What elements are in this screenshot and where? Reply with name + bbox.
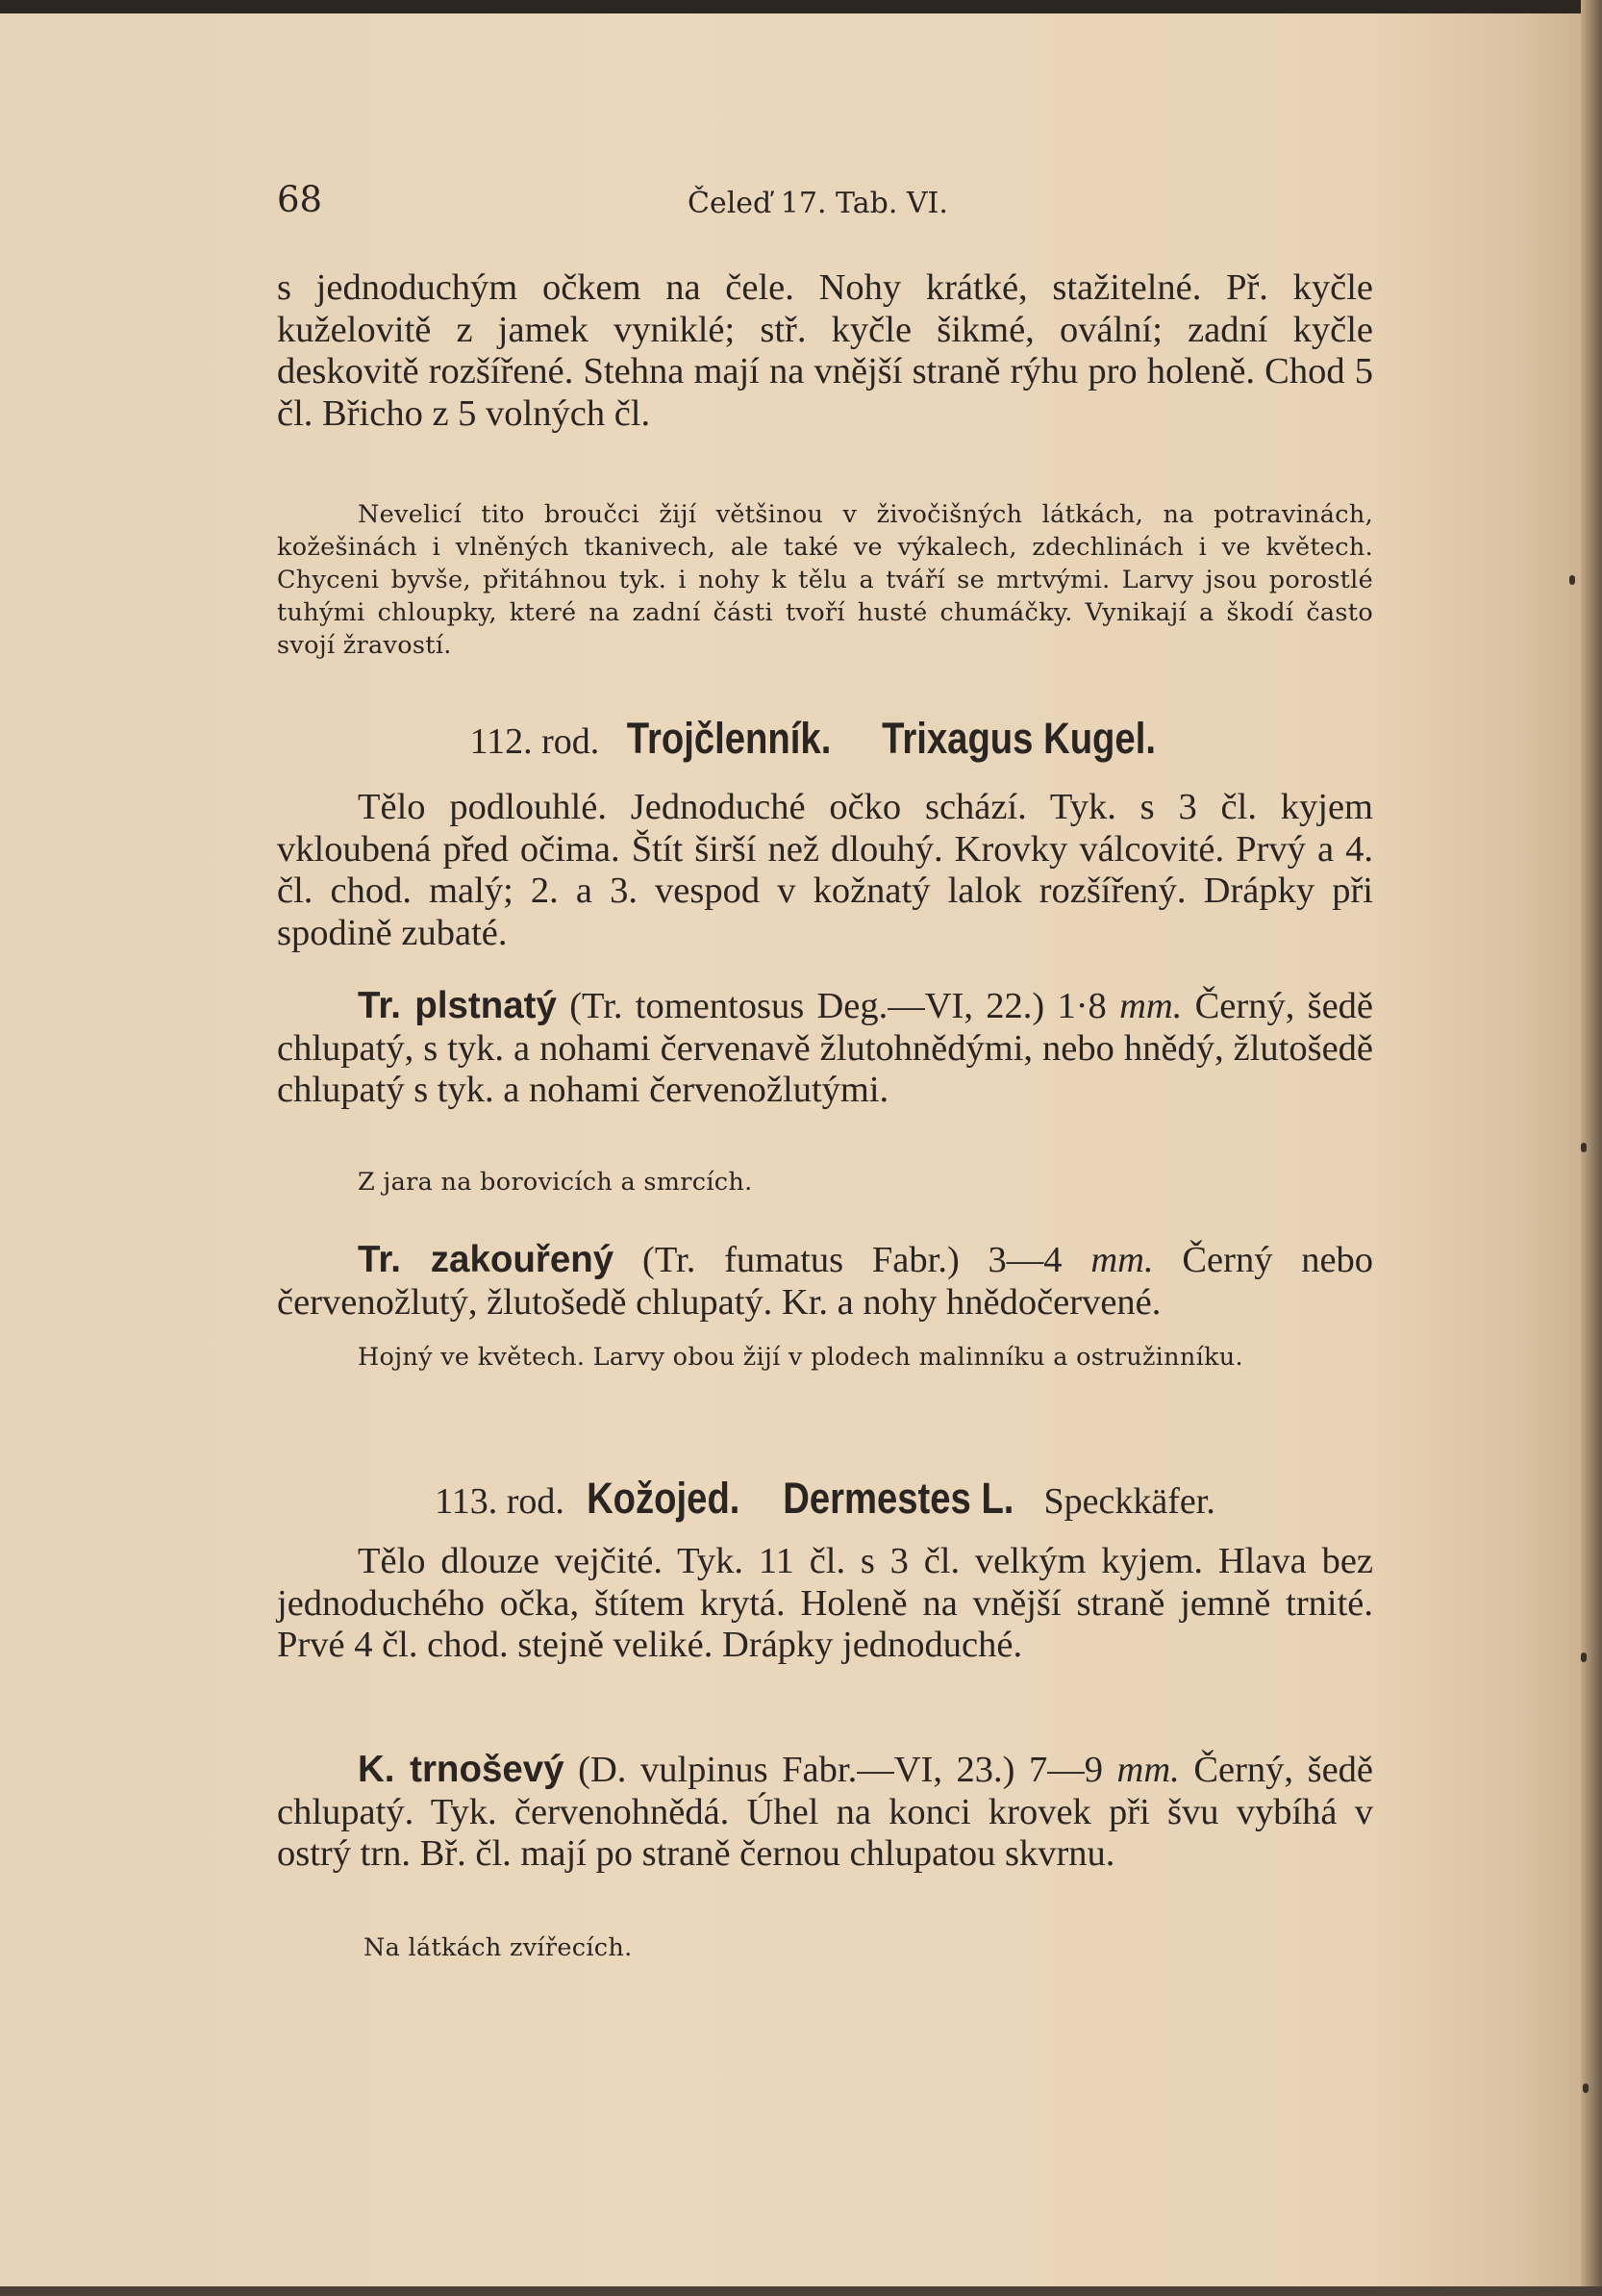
margin-mark bbox=[1581, 1143, 1587, 1152]
running-title: Čeleď 17. Tab. VI. bbox=[688, 187, 948, 220]
species-note: Z jara na borovicích a smrcích. bbox=[358, 1168, 753, 1197]
scan-bottom-edge bbox=[0, 2286, 1602, 2296]
margin-mark bbox=[1583, 2083, 1589, 2093]
species-reference: (Tr. tomentosus Deg.—VI, 22.) 1·8 bbox=[569, 986, 1107, 1026]
species-entry bbox=[277, 1749, 1373, 1876]
margin-mark bbox=[1569, 575, 1575, 585]
page-number: 68 bbox=[277, 179, 323, 220]
genus-heading-113 bbox=[277, 1474, 1373, 1524]
genus-latin-name: Trixagus Kugel. bbox=[882, 714, 1157, 763]
family-notes: Nevelicí tito broučci žijí většinou v živočišných látkách, na potravinách, kožešinách i vlněných tkanivech, ale také ve výkalech, zdechlinách i ve květech. Chyceni byvše, přitáhnou tyk. i nohy k tělu a tváří se mrtvými. Larvy jsou porostlé tuhými chloupky, které na zadní části tvoří husté chumáčky. Vynikají a škodí často svojí žravostí. bbox=[277, 500, 1373, 660]
page-header bbox=[277, 179, 1373, 227]
genus-heading-112 bbox=[277, 714, 1373, 764]
genus-german-name: Speckkäfer. bbox=[1043, 1481, 1215, 1522]
size-unit: mm. bbox=[1119, 986, 1183, 1026]
species-entry bbox=[277, 1239, 1373, 1324]
size-unit: mm. bbox=[1090, 1240, 1154, 1280]
genus-latin-name: Dermestes L. bbox=[783, 1474, 1014, 1523]
family-description: s jednoduchým očkem na čele. Nohy krátké, stažitelné. Př. kyčle kuželovitě z jamek vyniklé; stř. kyčle šikmé, ovální; zadní kyčle deskovitě rozšířené. Stehna mají na vnější straně rýhu pro holeně. Chod 5 čl. Břicho z 5 volných čl. bbox=[277, 267, 1373, 434]
species-name: Tr. plstnatý bbox=[358, 985, 557, 1026]
species-name: Tr. zakouřený bbox=[358, 1239, 614, 1280]
margin-mark bbox=[1581, 1653, 1587, 1662]
species-note: Na látkách zvířecích. bbox=[363, 1933, 633, 1962]
species-entry bbox=[277, 985, 1373, 1112]
size-unit: mm. bbox=[1116, 1750, 1180, 1790]
genus-czech-name: Kožojed. bbox=[587, 1474, 740, 1523]
species-name: K. trnoševý bbox=[358, 1749, 564, 1790]
species-description: Černý nebo červenožlutý, žlutošedě chlupatý. Kr. a nohy hnědočervené. bbox=[277, 1240, 1374, 1323]
species-description: Černý, šedě chlupatý, s tyk. a nohami červenavě žlutohnědými, nebo hnědý, žlutošedě chlupatý s tyk. a nohami červenožlutými. bbox=[277, 986, 1374, 1110]
species-note: Hojný ve květech. Larvy obou žijí v plodech malinníku a ostružinníku. bbox=[358, 1343, 1243, 1372]
scan-top-edge bbox=[0, 0, 1602, 13]
genus-112-description: Tělo podlouhlé. Jednoduché očko schází. Tyk. s 3 čl. kyjem vkloubená před očima. Štít širší než dlouhý. Krovky válcovité. Prvý a 4. čl. chod. malý; 2. a 3. vespod v kožnatý lalok rozšířený. Drápky při spodině zubaté. bbox=[277, 787, 1373, 953]
genus-113-description: Tělo dlouze vejčité. Tyk. 11 čl. s 3 čl. velkým kyjem. Hlava bez jednoduchého očka, štítem krytá. Holeně na vnější straně jemně trnité. Prvé 4 čl. chod. stejně veliké. Drápky jednoduché. bbox=[277, 1541, 1373, 1665]
genus-number: 112. rod. bbox=[469, 721, 600, 762]
species-description: Černý, šedě chlupatý. Tyk. červenohnědá. Úhel na konci krovek při švu vybíhá v ostrý trn. Bř. čl. mají po straně černou chlupatou skvrnu. bbox=[277, 1750, 1373, 1874]
species-reference: (Tr. fumatus Fabr.) 3—4 bbox=[642, 1240, 1063, 1280]
species-reference: (D. vulpinus Fabr.—VI, 23.) 7—9 bbox=[578, 1750, 1103, 1790]
genus-czech-name: Trojčlenník. bbox=[626, 714, 832, 763]
genus-number: 113. rod. bbox=[435, 1481, 564, 1522]
